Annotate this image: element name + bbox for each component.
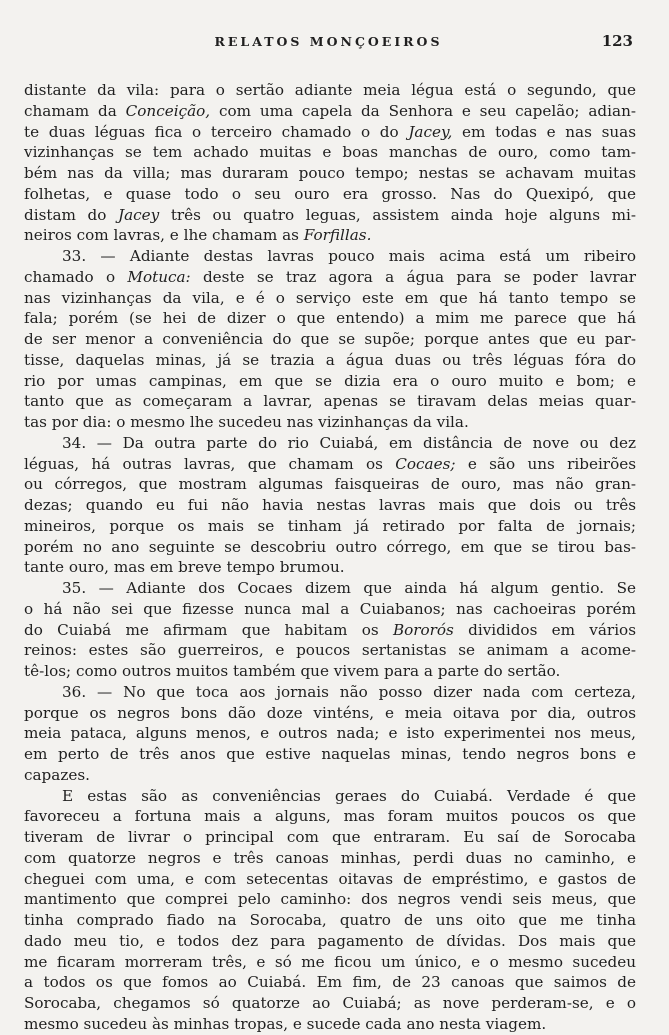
text-run: porque os negros bons dão doze vinténs, e meia oitava por dia, outros	[24, 703, 636, 722]
text-line	[24, 412, 636, 433]
text-line	[24, 599, 636, 620]
text-run: em todas e nas suas	[452, 122, 637, 141]
text-line	[24, 371, 636, 392]
text-line	[24, 786, 636, 807]
text-line	[24, 848, 636, 869]
text-line	[24, 620, 636, 641]
text-run: a todos os que fomos ao Cuiabá. Em fim, de 23 canoas que saimos de	[24, 973, 636, 992]
text-line	[24, 184, 636, 205]
italic-text: Bororós	[392, 620, 454, 639]
text-line	[24, 952, 636, 973]
italic-text: Jacey,	[408, 122, 453, 141]
text-line	[24, 267, 636, 288]
text-run: tante ouro, mas em breve tempo brumou.	[24, 558, 345, 577]
text-run: neiros com lavras, e lhe chamam as	[24, 226, 304, 245]
text-line	[24, 80, 636, 101]
text-line	[24, 329, 636, 350]
text-line	[24, 516, 636, 537]
text-line	[24, 682, 636, 703]
text-run: distante da vila: para o sertão adiante meia légua está o segundo, que	[24, 81, 636, 99]
text-run: tas por dia: o mesmo lhe sucedeu nas vizinhanças da vila.	[24, 413, 469, 431]
text-run: o há não sei que fizesse nunca mal a Cuiabanos; nas cachoeiras porém	[24, 599, 636, 618]
text-line	[24, 1014, 636, 1035]
text-run: te duas léguas fica o terceiro chamado o do	[24, 122, 409, 141]
text-line	[24, 640, 636, 661]
text-run: com quatorze negros e três canoas minhas, perdi duas no caminho, e	[24, 848, 636, 867]
text-run: porém no ano seguinte se descobriu outro córrego, em que se tirou bas-	[24, 537, 636, 556]
text-line	[24, 910, 636, 931]
text-run: meia pataca, alguns menos, e outros nada; e isto experimentei nos meus,	[24, 724, 636, 743]
text-line	[24, 972, 636, 993]
text-run: ou córregos, que mostram algumas faisqueiras de ouro, mas não gran-	[24, 475, 636, 494]
text-run: léguas, há outras lavras, que chamam os	[24, 454, 396, 473]
text-line	[24, 350, 636, 371]
text-run: 34. — Da outra parte do rio Cuiabá, em distância de nove ou dez	[62, 433, 636, 452]
text-line	[24, 744, 636, 765]
italic-text: Motuca:	[127, 267, 191, 286]
text-line	[24, 433, 636, 454]
text-line	[24, 557, 636, 578]
text-line	[24, 163, 636, 184]
text-run: folhetas, e quase todo o seu ouro era grosso. Nas do Quexipó, que	[24, 184, 636, 203]
text-run: em perto de três anos que estive naquelas minas, tendo negros bons e	[24, 745, 636, 763]
text-run: 36. — No que toca aos jornais não posso dizer nada com certeza,	[62, 682, 636, 701]
text-line	[24, 308, 636, 329]
text-run: E estas são as conveniências geraes do Cuiabá. Verdade é que	[62, 786, 636, 805]
text-line	[24, 869, 636, 890]
text-line	[24, 537, 636, 558]
text-run: dezas; quando eu fui não havia nestas lavras mais que dois ou três	[24, 496, 636, 514]
text-line	[24, 495, 636, 516]
text-line	[24, 246, 636, 267]
text-run: favoreceu a fortuna mais a alguns, mas foram muitos poucos os que	[24, 807, 636, 826]
text-line	[24, 474, 636, 495]
text-line	[24, 806, 636, 827]
text-run: mineiros, porque os mais se tinham já retirado por falta de jornais;	[24, 516, 636, 535]
text-line	[24, 889, 636, 910]
text-run: bém nas da villa; mas duraram pouco tempo; nestas se achavam muitas	[24, 164, 636, 182]
text-line	[24, 703, 636, 724]
text-run: 33. — Adiante destas lavras pouco mais acima está um ribeiro	[62, 247, 636, 265]
text-run: tanto que as começaram a lavrar, apenas se tiravam delas meias quar-	[24, 392, 636, 411]
text-run: fala; porém (se hei de dizer o que entendo) a mim me parece que há	[24, 309, 636, 328]
text-line	[24, 993, 636, 1014]
text-line	[24, 225, 636, 246]
text-run: tê-los; como outros muitos também que vivem para a parte do sertão.	[24, 662, 561, 680]
text-run: chamam da	[24, 101, 126, 120]
italic-text: Jacey	[118, 205, 160, 224]
page-header	[24, 34, 633, 54]
text-run: vizinhanças se tem achado muitas e boas manchas de ouro, como tam-	[24, 143, 636, 162]
italic-text: Forfillas.	[303, 226, 372, 245]
text-run: dado meu tio, e todos dez para pagamento de dívidas. Dos mais que	[24, 931, 636, 950]
text-line	[24, 661, 636, 682]
text-line	[24, 931, 636, 952]
text-run: tisse, daquelas minas, já se trazia a água duas ou três léguas fóra do	[24, 350, 636, 369]
text-run: me ficaram morreram três, e só me ficou um único, e o mesmo sucedeu	[24, 952, 636, 971]
body-text	[24, 80, 636, 1035]
text-run: tinha comprado fiado na Sorocaba, quatro de uns oito que me tinha	[24, 911, 636, 929]
page-number: 123	[601, 32, 633, 50]
text-line	[24, 205, 636, 226]
text-line	[24, 391, 636, 412]
text-line	[24, 454, 636, 475]
text-run: do Cuiabá me afirmam que habitam os	[24, 620, 393, 639]
text-line	[24, 101, 636, 122]
text-run: capazes.	[24, 765, 90, 784]
text-run: tiveram de livrar o principal com que entraram. Eu saí de Sorocaba	[24, 828, 636, 846]
text-run: deste se traz agora a água para se poder lavrar	[190, 267, 636, 286]
text-run: de ser menor a conveniência do que se supõe; porque antes que eu par-	[24, 330, 636, 348]
text-line	[24, 827, 636, 848]
text-line	[24, 288, 636, 309]
text-line	[24, 723, 636, 744]
text-run: nas vizinhanças da vila, e é o serviço este em que há tanto tempo se	[24, 288, 636, 307]
text-run: e são uns ribeirões	[455, 454, 636, 473]
text-run: 35. — Adiante dos Cocaes dizem que ainda há algum gentio. Se	[62, 579, 636, 597]
text-run: rio por umas campinas, em que se dizia era o ouro muito e bom; e	[24, 371, 636, 390]
text-run: mesmo sucedeu às minhas tropas, e sucede cada ano nesta viagem.	[24, 1014, 547, 1033]
text-run: reinos: estes são guerreiros, e poucos sertanistas se animam a acome-	[24, 641, 636, 660]
text-line	[24, 122, 636, 143]
italic-text: Cocaes;	[395, 454, 456, 473]
running-head: RELATOS MONÇOEIROS	[214, 34, 443, 49]
text-run: distam do	[24, 205, 118, 224]
text-run: mantimento que comprei pelo caminho: dos negros vendi seis meus, que	[24, 890, 636, 909]
text-line	[24, 578, 636, 599]
text-run: com uma capela da Senhora e seu capelão; adian-	[210, 101, 636, 120]
text-run: três ou quatro leguas, assistem ainda hoje alguns mi-	[159, 205, 636, 224]
italic-text: Conceição,	[125, 101, 211, 120]
text-line	[24, 142, 636, 163]
text-line	[24, 765, 636, 786]
text-run: Sorocaba, chegamos só quatorze ao Cuiabá; as nove perderam-se, e o	[24, 994, 636, 1012]
text-run: divididos em vários	[453, 620, 636, 639]
text-run: cheguei com uma, e com setecentas oitavas de empréstimo, e gastos de	[24, 869, 636, 888]
text-run: chamado o	[24, 267, 128, 286]
